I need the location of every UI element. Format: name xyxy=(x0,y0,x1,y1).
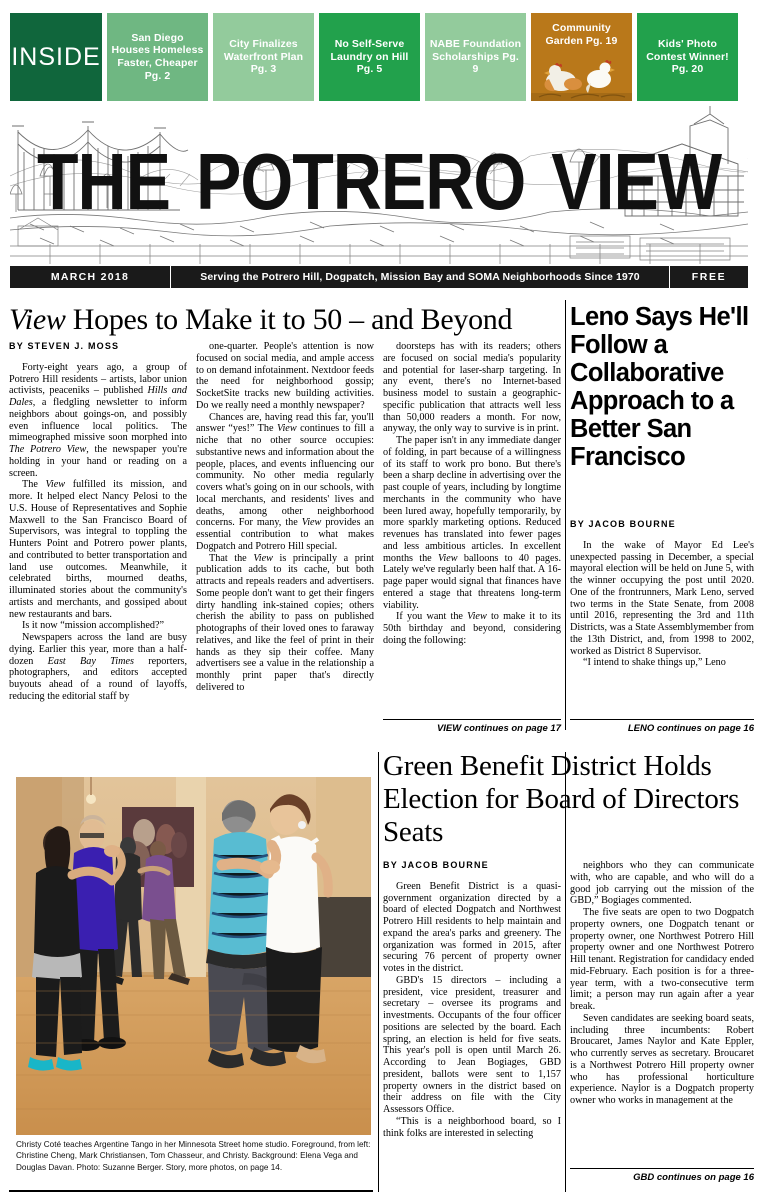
inside-teaser-laundry[interactable]: No Self-Serve Laundry on Hill Pg. 5 xyxy=(319,13,420,101)
paragraph: Forty-eight years ago, a group of Potrero Hill residents – artists, labor union activists, peaceniks – published Hills and Dales, a fledgling newsletter to inform neighbors about goings-on, and possibly even influence local politics. The mimeographed missive soon morphed into The Potrero View, the newspaper you're holding in your hand or reading on a screen. xyxy=(9,361,187,479)
inside-teaser-community-garden-label: Community Garden Pg. 19 xyxy=(545,22,618,47)
byline-gbd-story: BY JACOB BOURNE xyxy=(383,860,489,870)
tango-dancers-image xyxy=(16,777,371,1135)
masthead-title xyxy=(10,137,748,227)
gbd-story-column-1 xyxy=(383,860,561,1139)
byline-leno-story: BY JACOB BOURNE xyxy=(570,519,676,529)
inside-label: INSIDE xyxy=(10,13,102,101)
headline-view-rest: Hopes to Make it to 50 – and Beyond xyxy=(65,303,513,336)
inside-teaser-waterfront[interactable]: City Finalizes Waterfront Plan Pg. 3 xyxy=(213,13,314,101)
inside-teaser-community-garden[interactable] xyxy=(531,13,632,101)
paragraph: “I intend to shake things up,” Leno xyxy=(583,657,726,669)
paragraph: GBD's 15 directors – including a president, vice president, treasurer and secretary – oversee its programs and investments. Occupants of the four officer positions are selected by the board. Each spring, an election is held for five seats. This year's poll is open until March 26. According to Jean Bogiages, GBD president, ballots were sent to 1,157 property owners in the district based on their address on file with the City Assessors Office. xyxy=(383,974,561,1115)
paragraph: Is it now “mission accomplished?” xyxy=(22,620,165,632)
jumpline-gbd[interactable]: GBD continues on page 16 xyxy=(633,1172,754,1183)
paragraph: The paper isn't in any immediate danger of folding, in part because of a willingness of its staff to work pro bono. But there's been a sharp decline in advertising over the past couple of years, including by longtime merchants in the community who have been lured away, hopefully temporarily, by more sparkly marketing options. Reduced revenues has translated into fewer pages and less ambitious articles. In excellent months the View balloons to 40 pages. Lately we've regularly been half that. A 16-page paper would signal that finances have entered a stage that threatens long-term viability. xyxy=(383,435,561,611)
inside-teaser-kids-photo-contest[interactable]: Kids' Photo Contest Winner! Pg. 20 xyxy=(637,13,738,101)
paragraph: Chances are, having read this far, you'll answer “yes!” The View continues to fill a niche that no other source occupies: substantive news and information about the people, places, and events influencing our community. No other media regularly covers what's going on in our schools, with local merchants, and residents' lives and deaths, among other neighborhood concerns. For many, the View provides an essential contribution to what makes Dogpatch and Potrero Hill special. xyxy=(196,411,374,552)
inside-teaser-nabe[interactable]: NABE Foundation Scholarships Pg. 9 xyxy=(425,13,526,101)
headline-view-italic-word: View xyxy=(9,303,66,336)
gbd-story-col1-body xyxy=(383,881,561,1140)
rule-above-view-jump xyxy=(383,719,561,720)
leno-story-column xyxy=(570,519,754,669)
jumpline-leno[interactable]: LENO continues on page 16 xyxy=(627,723,754,734)
masthead-word-the: THE xyxy=(36,137,170,227)
column-divider-right xyxy=(565,300,566,730)
paragraph: one-quarter. People's attention is now focused on social media, and ample access to on demand infotainment. Nextdoor feeds the need for neighborhood gossip; SocketSite tracks new building activities. Do we really need a monthly newspaper? xyxy=(196,341,374,411)
view-story-col2-body xyxy=(196,341,374,694)
gbd-story-column-2 xyxy=(570,860,754,1107)
paragraph: The View fulfilled its mission, and more. It helped elect Nancy Pelosi to the U.S. House of Representatives and Sophie Maxwell to the San Francisco Board of Supervisors, was integral to toppling the Hunters Point and Potrero power plants, and contributed to better transportation and land use outcomes. Meanwhile, it celebrated births, mourned deaths, illuminated stories about the community's artists and merchants, and gossiped about new restaurants and bars. xyxy=(9,479,187,620)
paragraph: Green Benefit District is a quasi-government organization directed by a board of elected Dogpatch and Northwest Potrero Hill residents to help maintain and expand the area's parks and greenery. The organization was formed in 2015, after securing 76 percent of property owner votes in the district. xyxy=(383,880,561,974)
view-story-col3-body xyxy=(383,341,561,647)
paragraph: That the View is principally a print publication adds to its cache, but both attracts and repeals readers and advertisers. Some people don't want to get their fingers dirty handling ink-stained copies; others cherish the ability to pass on published photographs of their loved ones to faraway relatives, and like the feel of print in their hands as they sip their coffee. Many advertisers see a value in the relationship a monthly print paper that's directly delivered to xyxy=(196,552,374,693)
leno-story-body xyxy=(570,540,754,669)
column-divider-gbd-left xyxy=(378,752,379,1192)
rule-above-gbd-jump xyxy=(570,1168,754,1169)
inside-teaser-san-diego[interactable]: San Diego Houses Homeless Faster, Cheaper Pg. 2 xyxy=(107,13,208,101)
issue-date: MARCH 2018 xyxy=(50,271,130,283)
issue-banner xyxy=(10,266,748,288)
headline-view-story[interactable] xyxy=(9,303,565,336)
bottom-rule xyxy=(9,1190,373,1192)
byline-view-story: BY STEVEN J. MOSS xyxy=(9,341,120,351)
headline-gbd-story[interactable]: Green Benefit District Holds Election for Board of Directors Seats xyxy=(383,750,740,848)
rule-above-leno-jump xyxy=(570,719,754,720)
paragraph: neighbors who they can communicate with, who are capable, and who will do a good job carrying out the mission of the GBD,” Bogiages commented. xyxy=(570,860,754,907)
view-story-column-2 xyxy=(196,341,374,694)
masthead xyxy=(10,106,748,266)
masthead-word-view: VIEW xyxy=(551,137,722,227)
gbd-story-col2-body xyxy=(570,860,754,1107)
view-story-column-1 xyxy=(9,341,187,703)
photo-caption: Christy Coté teaches Argentine Tango in her Minnesota Street home studio. Foreground, from left: Christine Cheng, Mark Christiansen, Tom Chasseur, and Christy. Background: Elena Vega and Douglas Davan. Photo: Suzanne Berger. Story, more photos, on page 14. xyxy=(16,1140,371,1172)
paragraph: doorsteps has with its readers; others are focused on social media's popularity and potential for laser-sharp targeting. In any event, there's no Internet-based business model to sustain a geographic-specific publication that attracts well less than 50,000 readers a month. For now, anyway, the only way to survive is in print. xyxy=(383,341,561,435)
masthead-word-potrero: POTRERO xyxy=(195,137,526,227)
paragraph: If you want the View to make it to its 50th birthday and beyond, considering doing the following: xyxy=(383,611,561,646)
view-story-col1-body xyxy=(9,362,187,703)
paragraph: The five seats are open to two Dogpatch property owners, one Dogpatch tenant or property owner, one Northwest Potrero Hill property owner and one Northwest Potrero Hill tenant. Registration for candidacy ended mid-February. Each position is for a three-year term, with a two-consecutive term limit; a person may run again after a year break. xyxy=(570,907,754,1012)
chickens-illustration-icon xyxy=(531,57,632,101)
issue-tagline: Serving the Potrero Hill, Dogpatch, Mission Bay and SOMA Neighborhoods Since 1970 xyxy=(170,266,670,288)
paragraph: Newspapers across the land are busy dying. Earlier this year, more than a half-dozen East Bay Times reporters, photographers, and editors accepted buyouts ahead of a round of layoffs, reducing the editorial staff by xyxy=(9,632,187,702)
view-story-column-3 xyxy=(383,341,561,647)
tango-photo xyxy=(16,777,371,1135)
headline-leno-story[interactable]: Leno Says He'll Follow a Collaborative Approach to a Better San Francisco xyxy=(570,303,749,471)
inside-teaser-bar xyxy=(10,13,748,101)
issue-price: FREE xyxy=(691,271,727,283)
paragraph: “This is a neighborhood board, so I think folks are interested in selecting xyxy=(383,1115,561,1139)
paragraph: In the wake of Mayor Ed Lee's unexpected passing in December, a special mayoral election will be held on June 5, with the winner occupying the post until 2020. One of the frontrunners, Mark Leno, served two terms in the State Senate, from 2008 until 2016, representing the 3rd and 11th Districts, was a State Assemblymember from the 13th District, and, from 1998 to 2002, worked as District 8 Supervisor. xyxy=(570,539,754,657)
paragraph: Seven candidates are seeking board seats, including three incumbents: Robert Broucaret, James Naylor and Kate Eppler, who currently serves as secretary. Broucaret is a Northwest Potrero Hill property owner who has professional horticulture experience. Naylor is a Dogpatch property owner who works in management at the xyxy=(570,1012,754,1106)
jumpline-view[interactable]: VIEW continues on page 17 xyxy=(436,723,561,734)
